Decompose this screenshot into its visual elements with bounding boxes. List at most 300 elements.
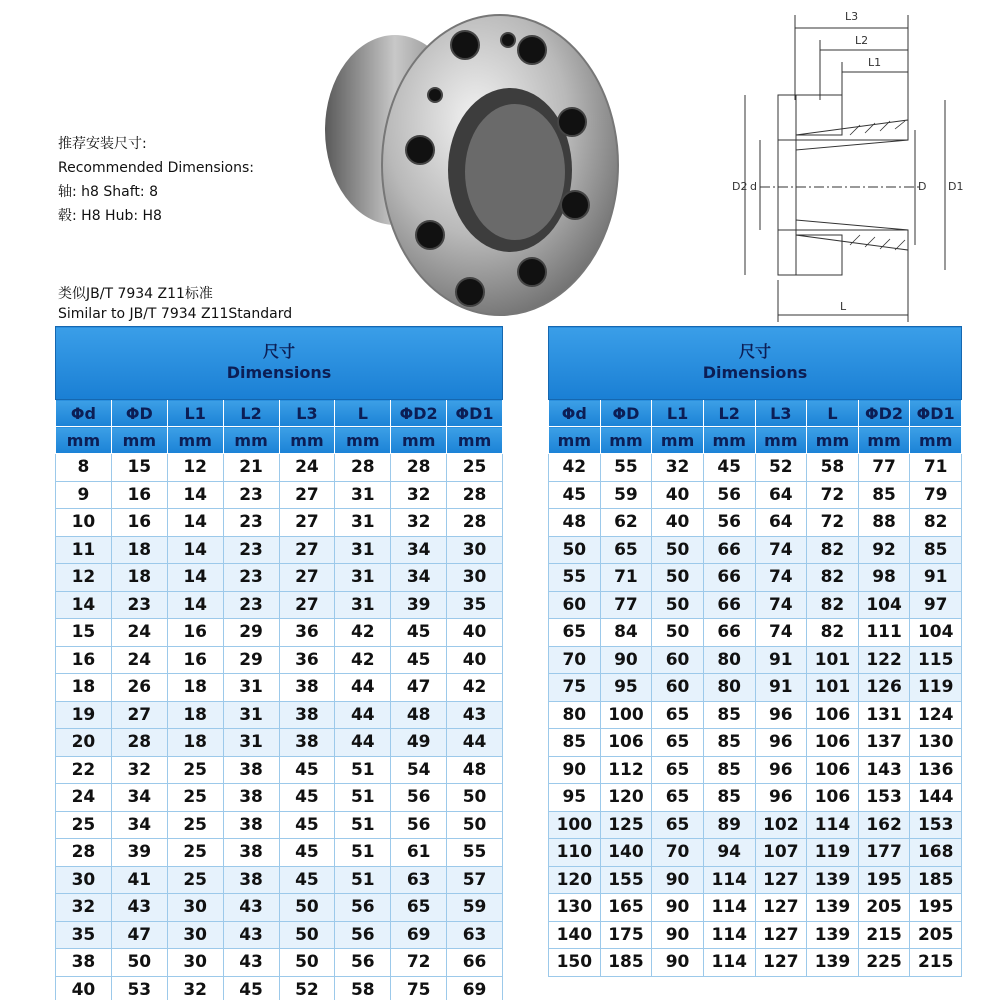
table-cell: 23 [223,591,279,619]
table-cell: 26 [111,674,167,702]
table-cell: 195 [910,894,962,922]
table-cell: 155 [600,866,652,894]
table-cell: 85 [703,701,755,729]
column-header: ΦD [600,400,652,427]
table-cell: 49 [391,729,447,757]
product-photo [300,0,620,330]
table-cell: 215 [858,921,910,949]
table-cell: 130 [910,729,962,757]
table-cell: 43 [223,921,279,949]
table-cell: 104 [910,619,962,647]
table-row [56,591,503,619]
table-cell: 90 [652,921,704,949]
table-row [549,646,962,674]
table-cell: 45 [391,646,447,674]
table-cell: 56 [391,784,447,812]
table-cell: 18 [111,564,167,592]
table-cell: 27 [279,481,335,509]
table-cell: 82 [807,536,859,564]
table-row [56,921,503,949]
table-cell: 90 [600,646,652,674]
unit-header-row [549,427,962,454]
table-cell: 122 [858,646,910,674]
table-row [549,481,962,509]
unit-header: mm [807,427,859,454]
table-cell: 18 [167,674,223,702]
table-cell: 125 [600,811,652,839]
unit-header: mm [703,427,755,454]
table-cell: 101 [807,674,859,702]
table-row [56,481,503,509]
table-title-en: Dimensions [702,363,808,382]
table-cell: 27 [111,701,167,729]
table-title-zh: 尺寸 [262,342,295,361]
table-row [56,564,503,592]
table-cell: 75 [391,976,447,1000]
column-header: Φd [549,400,601,427]
column-header: ΦD1 [447,400,503,427]
shaft-tolerance: 轴: h8 Shaft: 8 [58,184,158,200]
column-header: L2 [703,400,755,427]
table-cell: 85 [703,729,755,757]
table-cell: 44 [335,729,391,757]
table-cell: 30 [167,894,223,922]
table-cell: 45 [223,976,279,1000]
table-cell: 65 [391,894,447,922]
table-cell: 25 [167,866,223,894]
table-cell: 74 [755,591,807,619]
table-cell: 50 [549,536,601,564]
table-cell: 30 [167,949,223,977]
table-row [549,866,962,894]
table-cell: 150 [549,949,601,977]
table-cell: 84 [600,619,652,647]
table-cell: 56 [703,481,755,509]
table-title [56,327,503,400]
table-cell: 42 [549,454,601,482]
table-cell: 52 [279,976,335,1000]
table-cell: 110 [549,839,601,867]
table-cell: 14 [167,591,223,619]
table-cell: 114 [703,866,755,894]
table-row [56,949,503,977]
table-cell: 31 [335,536,391,564]
table-cell: 8 [56,454,112,482]
table-row [56,729,503,757]
unit-header: mm [858,427,910,454]
table-cell: 40 [56,976,112,1000]
table-cell: 50 [652,619,704,647]
table-cell: 35 [56,921,112,949]
table-cell: 97 [910,591,962,619]
table-cell: 80 [703,646,755,674]
table-cell: 42 [447,674,503,702]
table-cell: 96 [755,701,807,729]
table-cell: 205 [858,894,910,922]
table-cell: 140 [600,839,652,867]
table-cell: 12 [167,454,223,482]
unit-header: mm [111,427,167,454]
table-cell: 56 [703,509,755,537]
table-row [56,894,503,922]
table-cell: 71 [910,454,962,482]
table-cell: 28 [447,509,503,537]
table-cell: 65 [549,619,601,647]
table-cell: 66 [703,591,755,619]
table-cell: 34 [111,811,167,839]
table-row [549,756,962,784]
table-cell: 52 [755,454,807,482]
table-cell: 139 [807,921,859,949]
table-cell: 24 [279,454,335,482]
table-cell: 38 [223,839,279,867]
unit-header: mm [600,427,652,454]
table-cell: 71 [600,564,652,592]
table-cell: 50 [279,921,335,949]
table-cell: 59 [600,481,652,509]
table-cell: 72 [807,481,859,509]
table-cell: 44 [335,701,391,729]
table-cell: 96 [755,729,807,757]
table-cell: 79 [910,481,962,509]
table-row [56,674,503,702]
table-cell: 25 [167,839,223,867]
table-cell: 48 [391,701,447,729]
table-cell: 139 [807,866,859,894]
table-cell: 185 [910,866,962,894]
table-cell: 114 [703,894,755,922]
table-cell: 32 [652,454,704,482]
table-cell: 69 [391,921,447,949]
table-cell: 50 [652,591,704,619]
table-cell: 40 [652,481,704,509]
table-row [56,619,503,647]
table-cell: 27 [279,509,335,537]
table-row [549,564,962,592]
table-cell: 32 [56,894,112,922]
table-cell: 23 [223,564,279,592]
label-bigd: D [918,180,927,193]
table-cell: 18 [167,701,223,729]
table-row [549,701,962,729]
table-row [56,811,503,839]
table-cell: 31 [223,674,279,702]
table-cell: 85 [703,756,755,784]
column-header: Φd [56,400,112,427]
table-cell: 50 [652,564,704,592]
table-cell: 25 [56,811,112,839]
column-header-row [56,400,503,427]
table-cell: 153 [858,784,910,812]
table-cell: 51 [335,839,391,867]
table-row [549,591,962,619]
table-cell: 28 [335,454,391,482]
table-cell: 43 [223,894,279,922]
table-cell: 50 [447,784,503,812]
table-cell: 143 [858,756,910,784]
table-cell: 65 [652,701,704,729]
table-cell: 53 [111,976,167,1000]
table-cell: 82 [807,619,859,647]
table-cell: 66 [447,949,503,977]
table-cell: 31 [223,701,279,729]
table-cell: 64 [755,481,807,509]
table-cell: 177 [858,839,910,867]
table-cell: 77 [858,454,910,482]
table-cell: 56 [335,949,391,977]
table-cell: 65 [652,729,704,757]
table-cell: 9 [56,481,112,509]
table-cell: 95 [549,784,601,812]
recommended-dimensions [58,132,254,228]
table-title [549,327,962,400]
table-cell: 11 [56,536,112,564]
table-cell: 18 [167,729,223,757]
table-cell: 38 [223,811,279,839]
table-cell: 16 [167,646,223,674]
table-cell: 23 [223,509,279,537]
table-cell: 70 [549,646,601,674]
table-cell: 60 [652,646,704,674]
label-d: d [750,180,757,193]
table-cell: 106 [807,701,859,729]
table-row [56,509,503,537]
table-row [549,921,962,949]
table-cell: 16 [111,481,167,509]
table-cell: 90 [652,866,704,894]
recommended-title-zh: 推荐安装尺寸: [58,136,147,152]
table-cell: 63 [391,866,447,894]
table-cell: 74 [755,619,807,647]
table-cell: 165 [600,894,652,922]
hub-tolerance: 毂: H8 Hub: H8 [58,208,162,224]
table-cell: 15 [56,619,112,647]
table-cell: 30 [167,921,223,949]
unit-header: mm [391,427,447,454]
table-cell: 40 [447,646,503,674]
table-row [56,756,503,784]
table-cell: 124 [910,701,962,729]
table-row [549,536,962,564]
table-cell: 23 [223,536,279,564]
table-row [56,784,503,812]
table-cell: 106 [807,729,859,757]
label-l1: L1 [868,56,882,69]
recommended-title-en: Recommended Dimensions: [58,160,254,176]
table-cell: 153 [910,811,962,839]
table-cell: 51 [335,866,391,894]
column-header: L1 [167,400,223,427]
table-cell: 31 [335,564,391,592]
table-row [56,536,503,564]
table-cell: 70 [652,839,704,867]
table-cell: 32 [391,509,447,537]
column-header: L2 [223,400,279,427]
table-cell: 44 [335,674,391,702]
table-cell: 139 [807,894,859,922]
table-cell: 45 [279,784,335,812]
column-header: L [807,400,859,427]
unit-header: mm [279,427,335,454]
table-title-zh: 尺寸 [738,342,771,361]
table-cell: 127 [755,866,807,894]
table-row [549,811,962,839]
table-cell: 60 [549,591,601,619]
table-cell: 65 [652,784,704,812]
similar-standard [58,284,292,324]
table-cell: 45 [279,811,335,839]
table-cell: 126 [858,674,910,702]
table-cell: 18 [56,674,112,702]
table-row [549,619,962,647]
table-cell: 114 [807,811,859,839]
table-cell: 90 [652,894,704,922]
table-cell: 31 [223,729,279,757]
table-cell: 43 [447,701,503,729]
table-cell: 30 [447,564,503,592]
unit-header: mm [335,427,391,454]
table-cell: 55 [549,564,601,592]
unit-header: mm [167,427,223,454]
table-cell: 28 [56,839,112,867]
table-row [56,866,503,894]
table-cell: 45 [549,481,601,509]
table-cell: 50 [279,894,335,922]
table-cell: 45 [279,839,335,867]
table-cell: 44 [447,729,503,757]
table-cell: 64 [755,509,807,537]
table-cell: 14 [56,591,112,619]
table-cell: 16 [167,619,223,647]
table-cell: 74 [755,564,807,592]
table-cell: 74 [755,536,807,564]
table-cell: 98 [858,564,910,592]
table-cell: 48 [549,509,601,537]
table-cell: 19 [56,701,112,729]
table-title-en: Dimensions [226,363,332,382]
table-cell: 106 [807,756,859,784]
table-cell: 20 [56,729,112,757]
table-cell: 29 [223,646,279,674]
table-cell: 185 [600,949,652,977]
table-cell: 63 [447,921,503,949]
table-cell: 50 [652,536,704,564]
table-cell: 56 [391,811,447,839]
table-cell: 29 [223,619,279,647]
table-cell: 120 [549,866,601,894]
table-row [549,839,962,867]
table-cell: 75 [549,674,601,702]
table-cell: 140 [549,921,601,949]
table-cell: 36 [279,619,335,647]
table-cell: 14 [167,509,223,537]
table-cell: 27 [279,564,335,592]
table-cell: 34 [391,536,447,564]
table-cell: 92 [858,536,910,564]
unit-header: mm [910,427,962,454]
table-cell: 16 [56,646,112,674]
table-cell: 59 [447,894,503,922]
table-cell: 23 [223,481,279,509]
table-cell: 54 [391,756,447,784]
table-cell: 47 [391,674,447,702]
table-cell: 15 [111,454,167,482]
table-cell: 82 [910,509,962,537]
table-cell: 42 [335,646,391,674]
table-cell: 45 [703,454,755,482]
table-cell: 28 [447,481,503,509]
table-cell: 25 [447,454,503,482]
table-cell: 80 [549,701,601,729]
table-cell: 40 [652,509,704,537]
table-cell: 120 [600,784,652,812]
table-cell: 51 [335,784,391,812]
table-cell: 45 [391,619,447,647]
table-cell: 96 [755,756,807,784]
table-cell: 66 [703,564,755,592]
label-d1: D1 [948,180,964,193]
table-cell: 85 [858,481,910,509]
table-cell: 38 [279,701,335,729]
table-cell: 25 [167,784,223,812]
table-cell: 136 [910,756,962,784]
table-cell: 65 [652,811,704,839]
similar-standard-en: Similar to JB/T 7934 Z11Standard [58,306,293,322]
table-cell: 56 [335,894,391,922]
table-cell: 34 [391,564,447,592]
table-cell: 23 [111,591,167,619]
table-cell: 100 [600,701,652,729]
table-cell: 30 [447,536,503,564]
table-row [549,729,962,757]
table-cell: 101 [807,646,859,674]
table-cell: 55 [447,839,503,867]
table-cell: 82 [807,564,859,592]
column-header: L [335,400,391,427]
column-header: ΦD2 [391,400,447,427]
table-cell: 16 [111,509,167,537]
table-cell: 25 [167,756,223,784]
table-cell: 195 [858,866,910,894]
table-cell: 34 [111,784,167,812]
table-cell: 28 [111,729,167,757]
table-cell: 25 [167,811,223,839]
table-cell: 131 [858,701,910,729]
column-header: L3 [279,400,335,427]
table-cell: 24 [111,619,167,647]
table-cell: 96 [755,784,807,812]
table-cell: 111 [858,619,910,647]
table-cell: 91 [910,564,962,592]
table-cell: 65 [600,536,652,564]
column-header: ΦD1 [910,400,962,427]
column-header: L1 [652,400,704,427]
table-cell: 39 [111,839,167,867]
table-cell: 114 [703,921,755,949]
table-cell: 225 [858,949,910,977]
table-cell: 215 [910,949,962,977]
unit-header-row [56,427,503,454]
table-row [56,839,503,867]
table-cell: 66 [703,619,755,647]
table-cell: 56 [335,921,391,949]
table-cell: 14 [167,536,223,564]
table-cell: 162 [858,811,910,839]
column-header: L3 [755,400,807,427]
table-cell: 38 [56,949,112,977]
label-l3: L3 [845,10,859,23]
table-cell: 144 [910,784,962,812]
